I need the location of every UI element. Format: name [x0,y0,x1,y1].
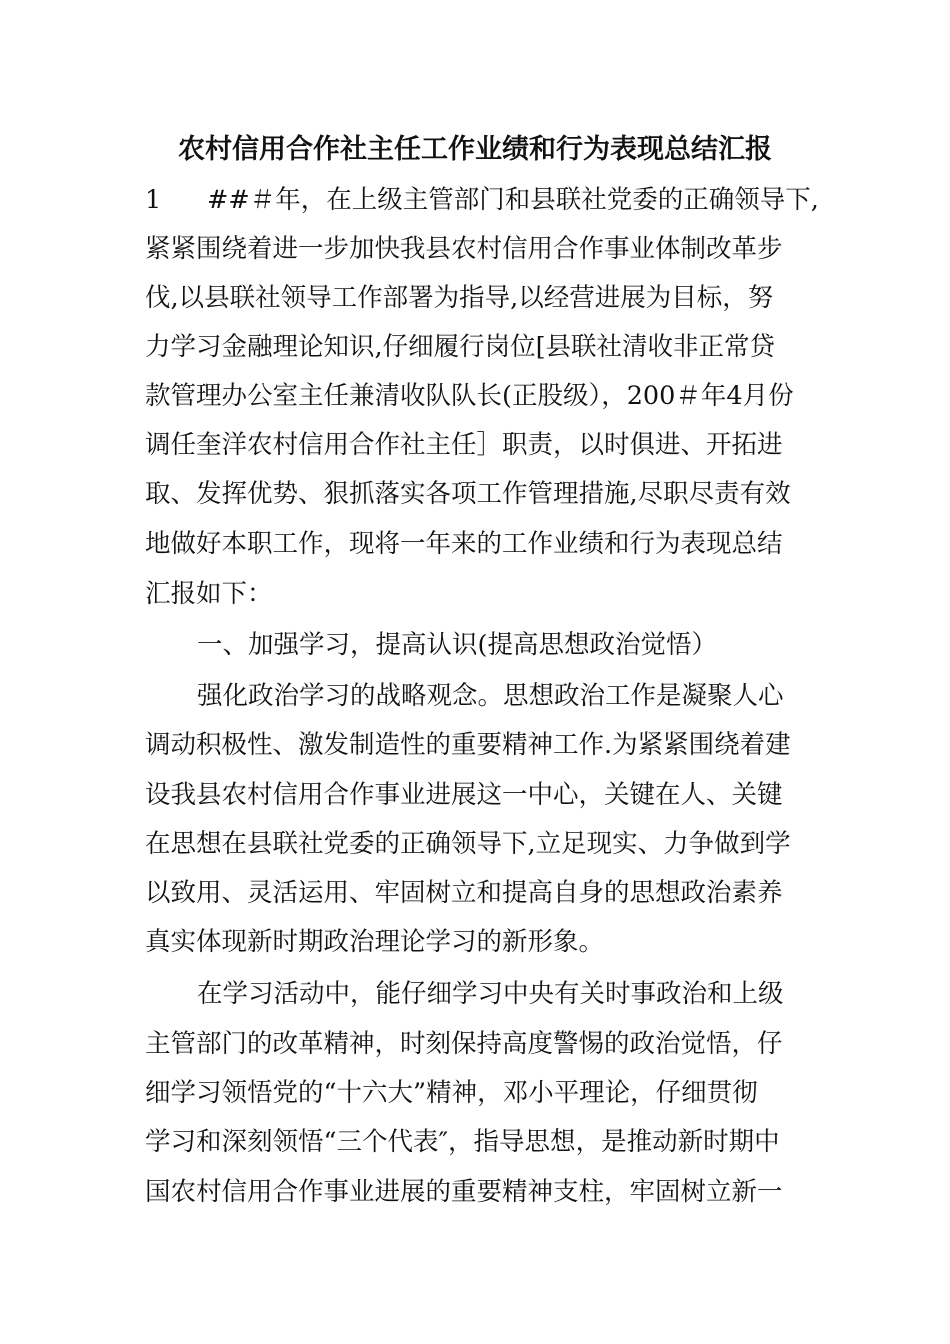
paragraph-line: 设我县农村信用合作事业进展这一中心，关键在人、关键 [145,780,783,810]
paragraph-line: 国农村信用合作事业进展的重要精神支柱，牢固树立新一 [145,1177,783,1207]
paragraph-line: 在思想在县联社党委的正确领导下,立足现实、力争做到学 [145,829,791,859]
paragraph-line: 调动积极性、激发制造性的重要精神工作.为紧紧围绕着建 [145,730,791,760]
paragraph-line: 紧紧围绕着进一步加快我县农村信用合作事业体制改革步 [145,234,783,264]
paragraph-line: 取、发挥优势、狠抓落实各项工作管理措施,尽职尽责有效 [145,479,791,509]
paragraph-line: 款管理办公室主任兼清收队队长(正股级），200＃年4月份 [145,381,794,411]
paragraph-line: 调任奎洋农村信用合作社主任］职责，以时俱进、开拓进 [145,430,783,460]
line-number: 1 [145,185,162,215]
paragraph-line: 地做好本职工作，现将一年来的工作业绩和行为表现总结 [145,529,783,559]
paragraph-text: ##＃年，在上级主管部门和县联社党委的正确领导下, [207,185,819,215]
paragraph-line: 以致用、灵活运用、牢固树立和提高自身的思想政治素养 [145,878,783,908]
paragraph-line: 强化政治学习的战略观念。思想政治工作是凝聚人心 [197,681,784,711]
paragraph-line: 主管部门的改革精神，时刻保持高度警惕的政治觉悟，仔 [145,1029,783,1059]
paragraph-line: 真实体现新时期政治理论学习的新形象。 [145,927,605,957]
document-title: 农村信用合作社主任工作业绩和行为表现总结汇报 [178,134,772,165]
section-heading: 一、加强学习，提高认识(提高思想政治觉悟） [197,630,717,660]
paragraph-line: 细学习领悟党的“十六大”精神，邓小平理论，仔细贯彻 [145,1078,758,1108]
paragraph-line [145,180,819,220]
paragraph-line: 力学习金融理论知识,仔细履行岗位[县联社清收非正常贷 [145,332,776,362]
paragraph-line: 汇报如下： [145,579,273,609]
paragraph-line: 伐,以县联社领导工作部署为指导,以经营进展为目标，努 [145,283,774,313]
paragraph-line: 在学习活动中，能仔细学习中央有关时事政治和上级 [197,979,784,1009]
paragraph-line: 学习和深刻领悟“三个代表″，指导思想，是推动新时期中 [145,1127,780,1157]
